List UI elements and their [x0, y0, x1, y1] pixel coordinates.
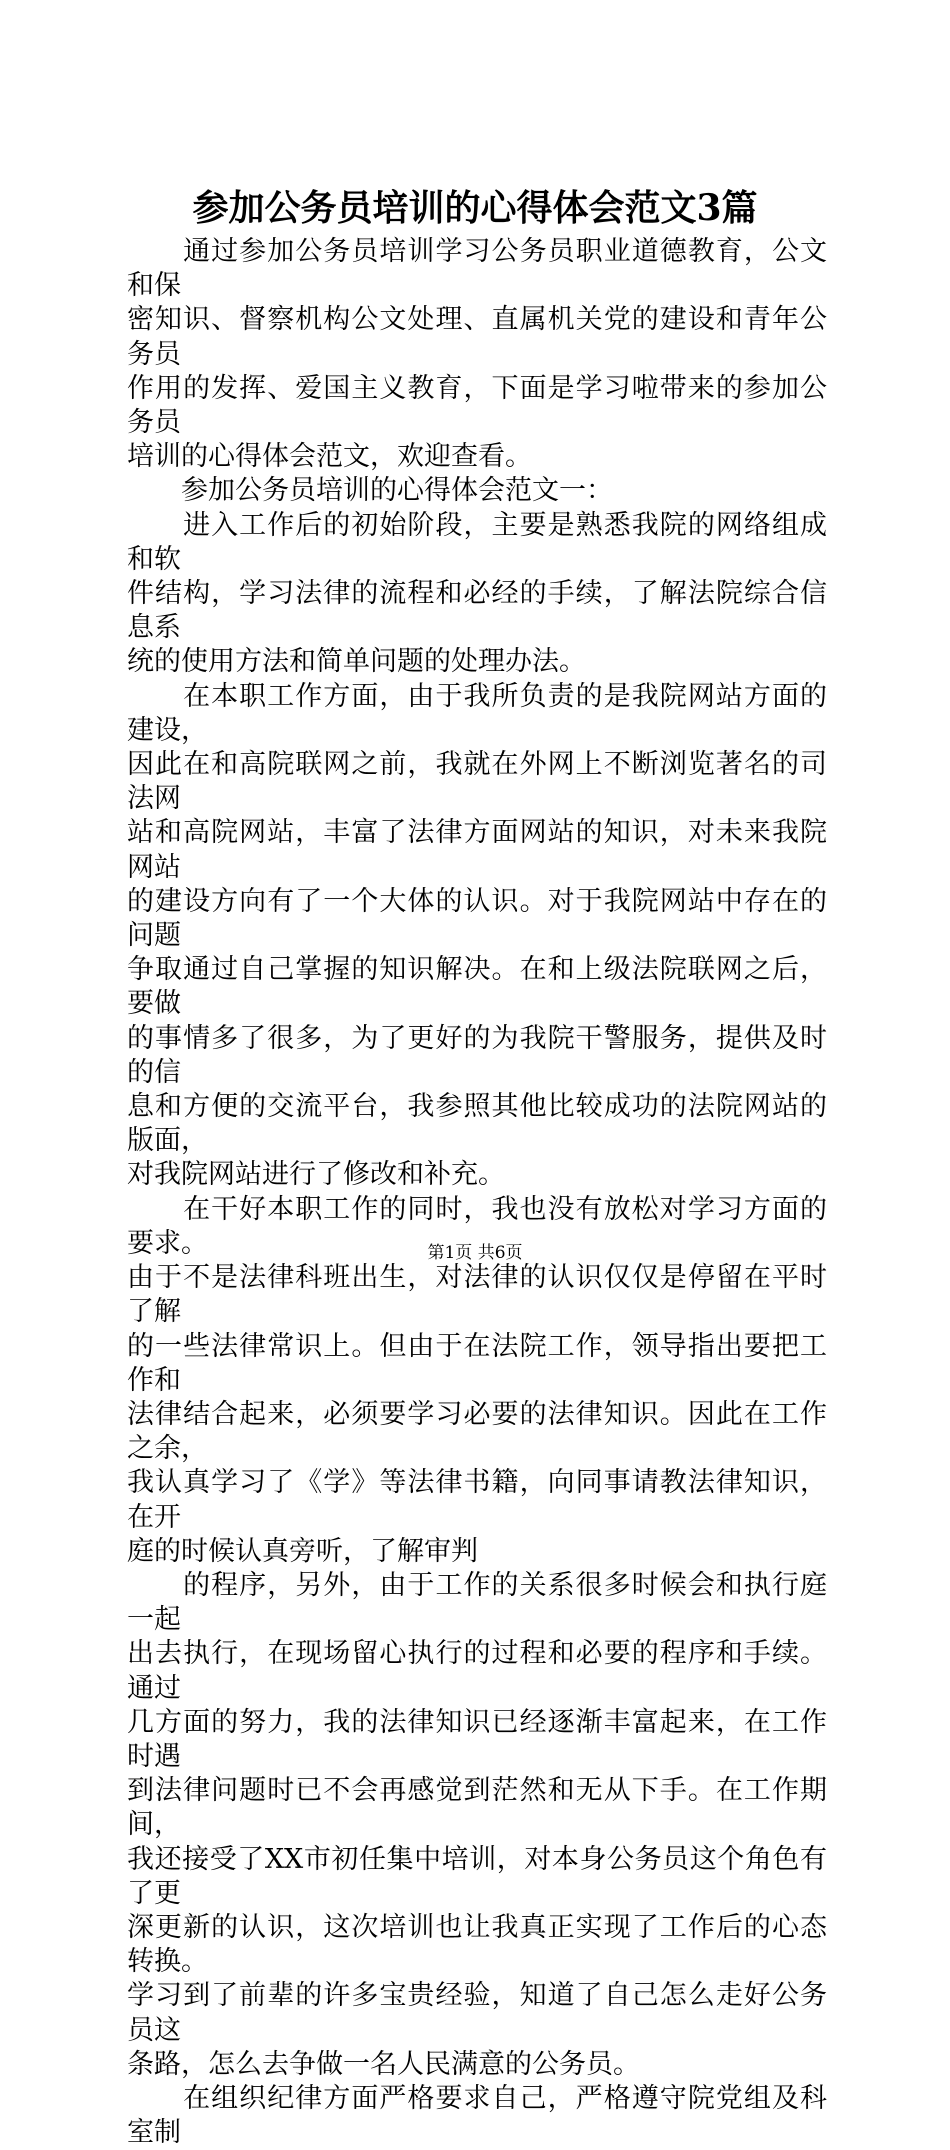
text-line: 作用的发挥、爱国主义教育，下面是学习啦带来的参加公务员: [127, 372, 827, 439]
text-line: 培训的心得体会范文，欢迎查看。: [127, 441, 532, 473]
text-line: 件结构，学习法律的流程和必经的手续，了解法院综合信息系: [127, 578, 827, 644]
text-line: 在干好本职工作的同时，我也没有放松对学习方面的要求。: [127, 1193, 827, 1259]
text-line: 出去执行，在现场留心执行的过程和必要的程序和手续。通过: [127, 1638, 827, 1704]
text-line: 的事情多了很多，为了更好的为我院干警服务，提供及时的信: [127, 1022, 827, 1088]
text-line: 息和方便的交流平台，我参照其他比较成功的法院网站的版面，: [127, 1091, 827, 1157]
text-line: 法律结合起来，必须要学习必要的法律知识。因此在工作之余，: [127, 1398, 827, 1465]
text-line: 对我院网站进行了修改和补充。: [127, 1159, 505, 1191]
section-heading: 参加公务员培训的心得体会范文一：: [127, 475, 613, 507]
text-line: 由于不是法律科班出生，对法律的认识仅仅是停留在平时了解: [127, 1262, 827, 1328]
text-line: 庭的时候认真旁听，了解审判: [127, 1535, 478, 1567]
text-line: 几方面的努力，我的法律知识已经逐渐丰富起来，在工作时遇: [127, 1706, 827, 1772]
text-line: 到法律问题时已不会再感觉到茫然和无从下手。在工作期间，: [127, 1775, 827, 1841]
text-line: 在本职工作方面，由于我所负责的是我院网站方面的建设，: [127, 680, 827, 746]
text-line: 深更新的认识，这次培训也让我真正实现了工作后的心态转换。: [127, 1911, 827, 1978]
text-line: 因此在和高院联网之前，我就在外网上不断浏览著名的司法网: [127, 749, 827, 815]
text-line: 密知识、督察机构公文处理、直属机关党的建设和青年公务员: [127, 304, 827, 370]
text-line: 的建设方向有了一个大体的认识。对于我院网站中存在的问题: [127, 885, 827, 952]
document-body: [127, 235, 827, 2150]
document-title: 参加公务员培训的心得体会范文3篇: [192, 187, 758, 229]
text-line: 的程序，另外，由于工作的关系很多时候会和执行庭一起: [127, 1569, 827, 1636]
text-line: 我还接受了XX市初任集中培训，对本身公务员这个角色有了更: [127, 1843, 827, 1909]
text-line: 的一些法律常识上。但由于在法院工作，领导指出要把工作和: [127, 1330, 827, 1396]
text-line: 争取通过自己掌握的知识解决。在和上级法院联网之后，要做: [127, 954, 827, 1020]
text-line: 通过参加公务员培训学习公务员职业道德教育，公文和保: [127, 236, 827, 302]
text-line: 条路，怎么去争做一名人民满意的公务员。: [127, 2048, 640, 2080]
text-line: 在组织纪律方面严格要求自己，严格遵守院党组及科室制: [127, 2082, 827, 2149]
text-line: 我认真学习了《学》等法律书籍，向同事请教法律知识，在开: [127, 1467, 827, 1533]
text-line: 统的使用方法和简单问题的处理办法。: [127, 646, 586, 678]
text-line: 进入工作后的初始阶段，主要是熟悉我院的网络组成和软: [127, 509, 827, 575]
text-line: 学习到了前辈的许多宝贵经验，知道了自己怎么走好公务员这: [127, 1980, 827, 2046]
text-line: 站和高院网站，丰富了法律方面网站的知识，对未来我院网站: [127, 817, 827, 883]
page-number-footer: 第1页 共6页: [427, 1243, 523, 1263]
